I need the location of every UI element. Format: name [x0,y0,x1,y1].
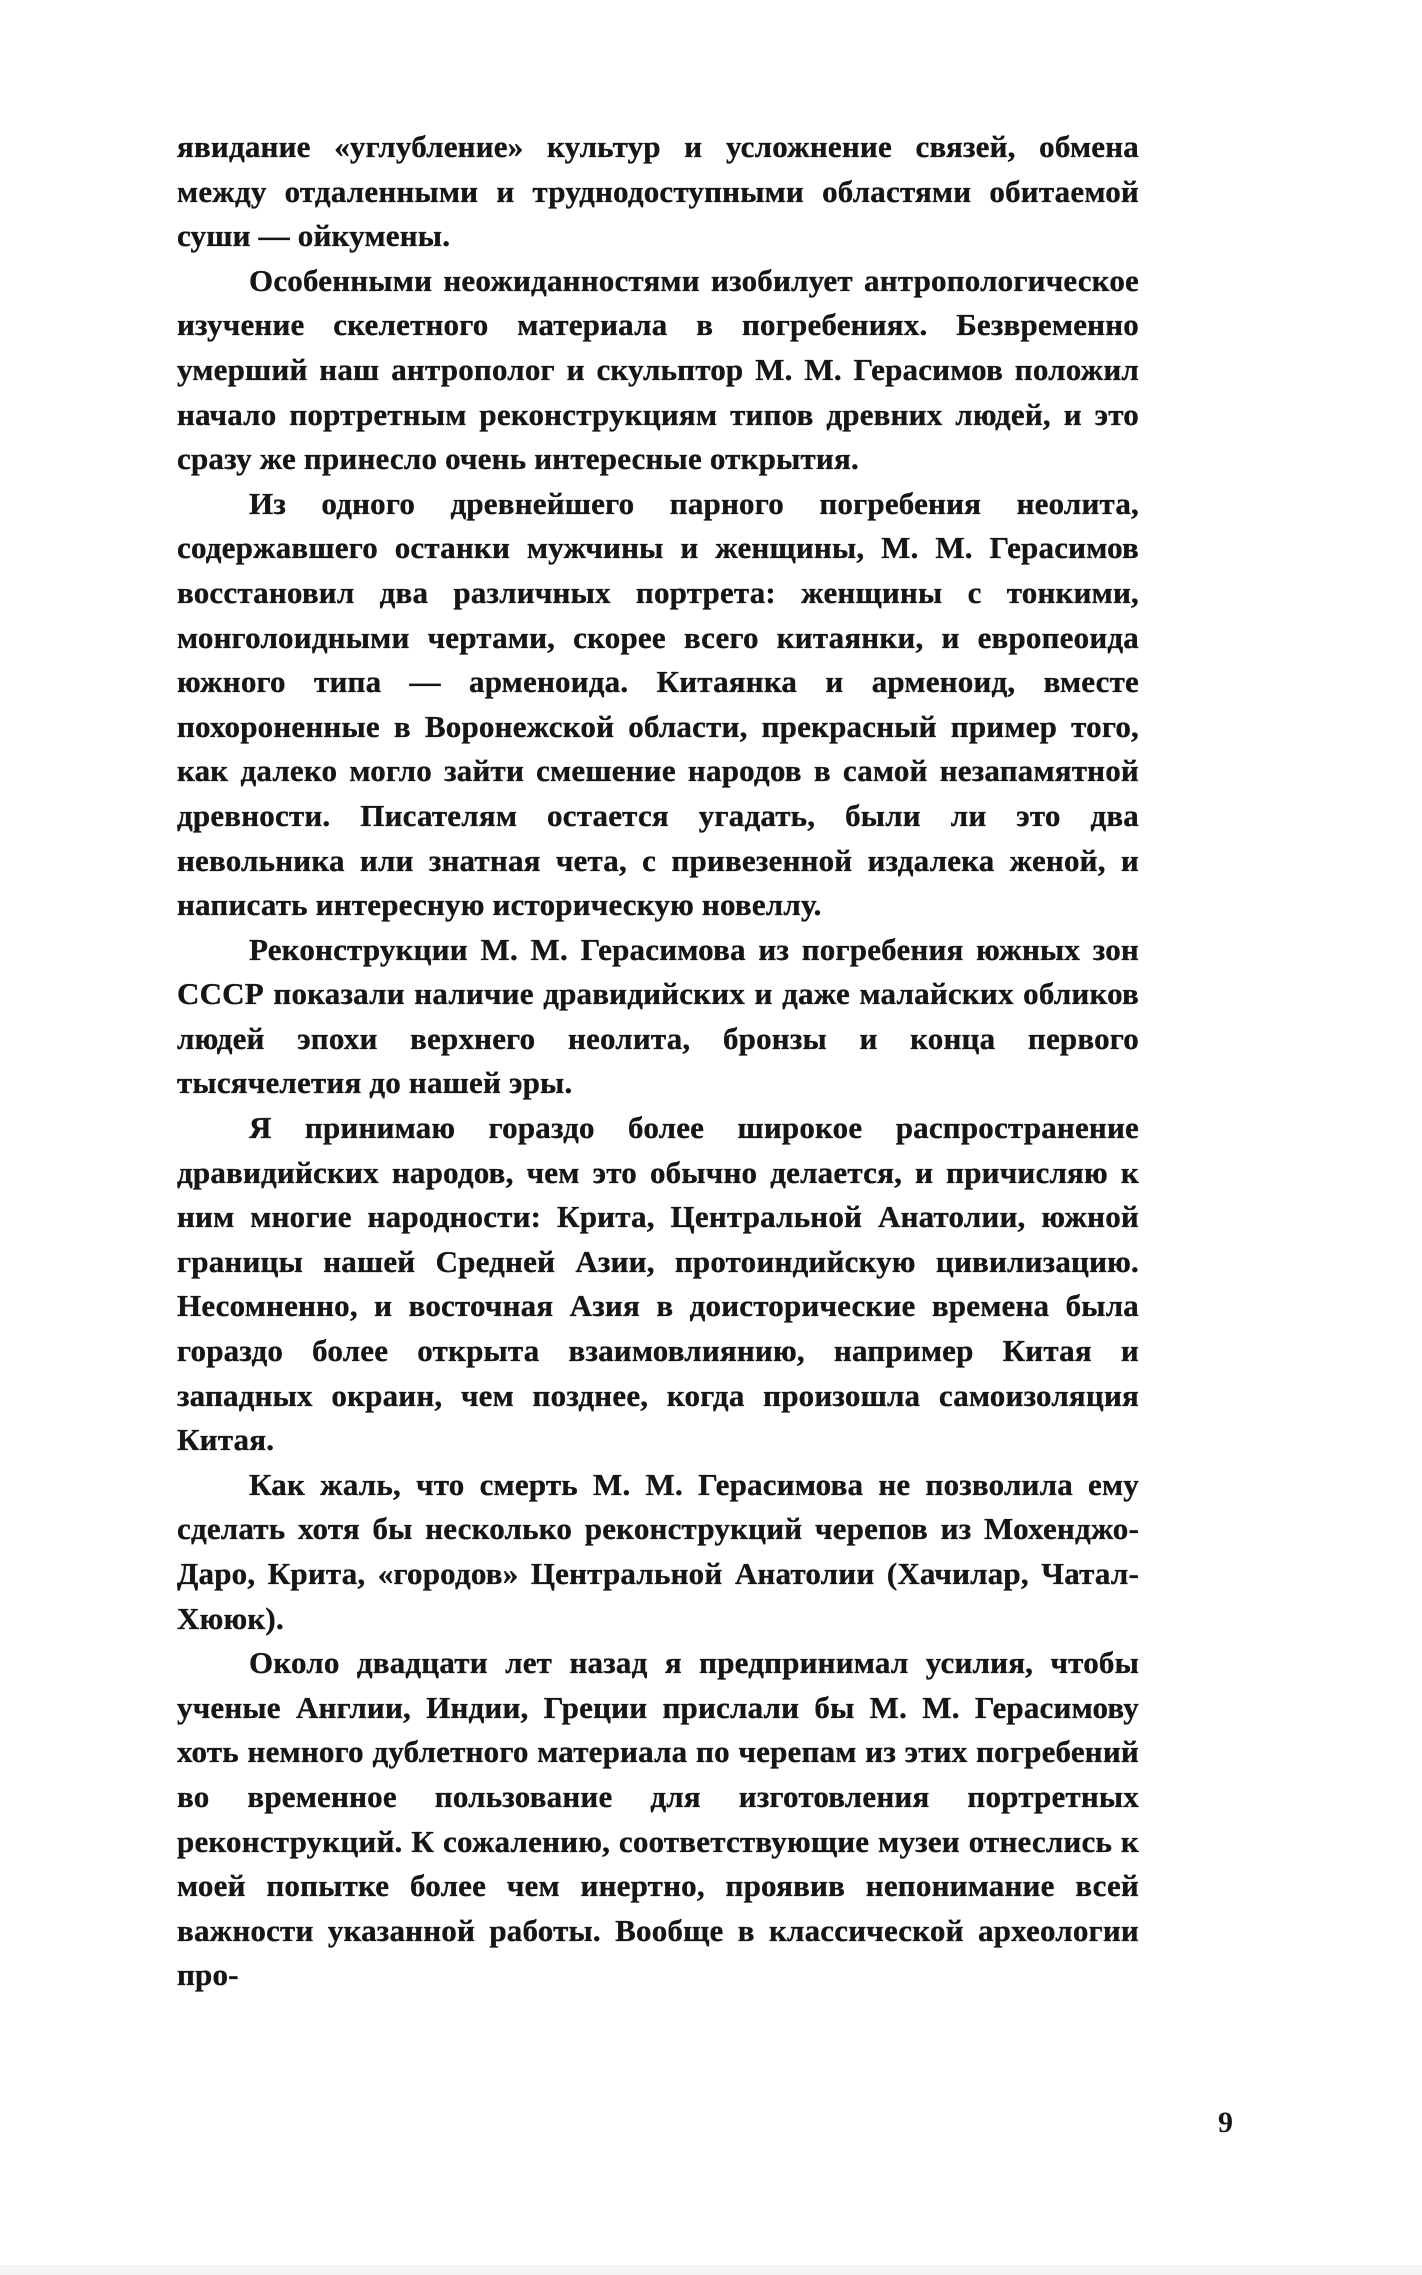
body-text [177,125,1139,1998]
paragraph-1: явидание «углубление» культур и усложнение связей, обмена между отдаленными и труднодоступными областями обитаемой суши — ойкумены. [177,129,1139,254]
page-edge [0,2265,1422,2275]
paragraph-5: Я принимаю гораздо более широкое распространение дравидийских народов, чем это обычно делается, и причисляю к ним многие народности: Крита, Центральной Анатолии, южной границы нашей Средней Азии, протоиндийскую цивилизацию. Несомненно, и восточная Азия в доисторические времена была гораздо более открыта взаимовлиянию, например Китая и западных окраин, чем позднее, когда произошла самоизоляция Китая. [177,1110,1139,1458]
paragraph-2: Особенными неожиданностями изобилует антропологическое изучение скелетного материала в погребениях. Безвременно умерший наш антрополог и скульптор М. М. Герасимов положил начало портретным реконструкциям типов древних людей, и это сразу же принесло очень интересные открытия. [177,262,1139,477]
paragraph-6: Как жаль, что смерть М. М. Герасимова не позволила ему сделать хотя бы несколько реконструкций черепов из Мохенджо-Даро, Крита, «городов» Центральной Анатолии (Хачилар, Чатал-Хююк). [177,1466,1139,1636]
page-number: 9 [1218,2106,1233,2139]
paragraph-4: Реконструкции М. М. Герасимова из погребения южных зон СССР показали наличие дравидийских и даже малайских обликов людей эпохи верхнего неолита, бронзы и конца первого тысячелетия до нашей эры. [177,931,1139,1101]
paragraph-3: Из одного древнейшего парного погребения неолита, содержавшего останки мужчины и женщины, М. М. Герасимов восстановил два различных портрета: женщины с тонкими, монголоидными чертами, скорее всего китаянки, и европеоида южного типа — арменоида. Китаянка и арменоид, вместе похороненные в Воронежской области, прекрасный пример того, как далеко могло зайти смешение народов в самой незапамятной древности. Писателям остается угадать, были ли это два невольника или знатная чета, с привезенной издалека женой, и написать интересную историческую новеллу. [177,485,1139,923]
paragraph-7: Около двадцати лет назад я предпринимал усилия, чтобы ученые Англии, Индии, Греции прислали бы М. М. Герасимову хоть немного дублетного материала по черепам из этих погребений во временное пользование для изготовления портретных реконструкций. К сожалению, соответствующие музеи отнеслись к моей попытке более чем инертно, проявив непонимание всей важности указанной работы. Вообще в классической археологии про- [177,1645,1139,1993]
